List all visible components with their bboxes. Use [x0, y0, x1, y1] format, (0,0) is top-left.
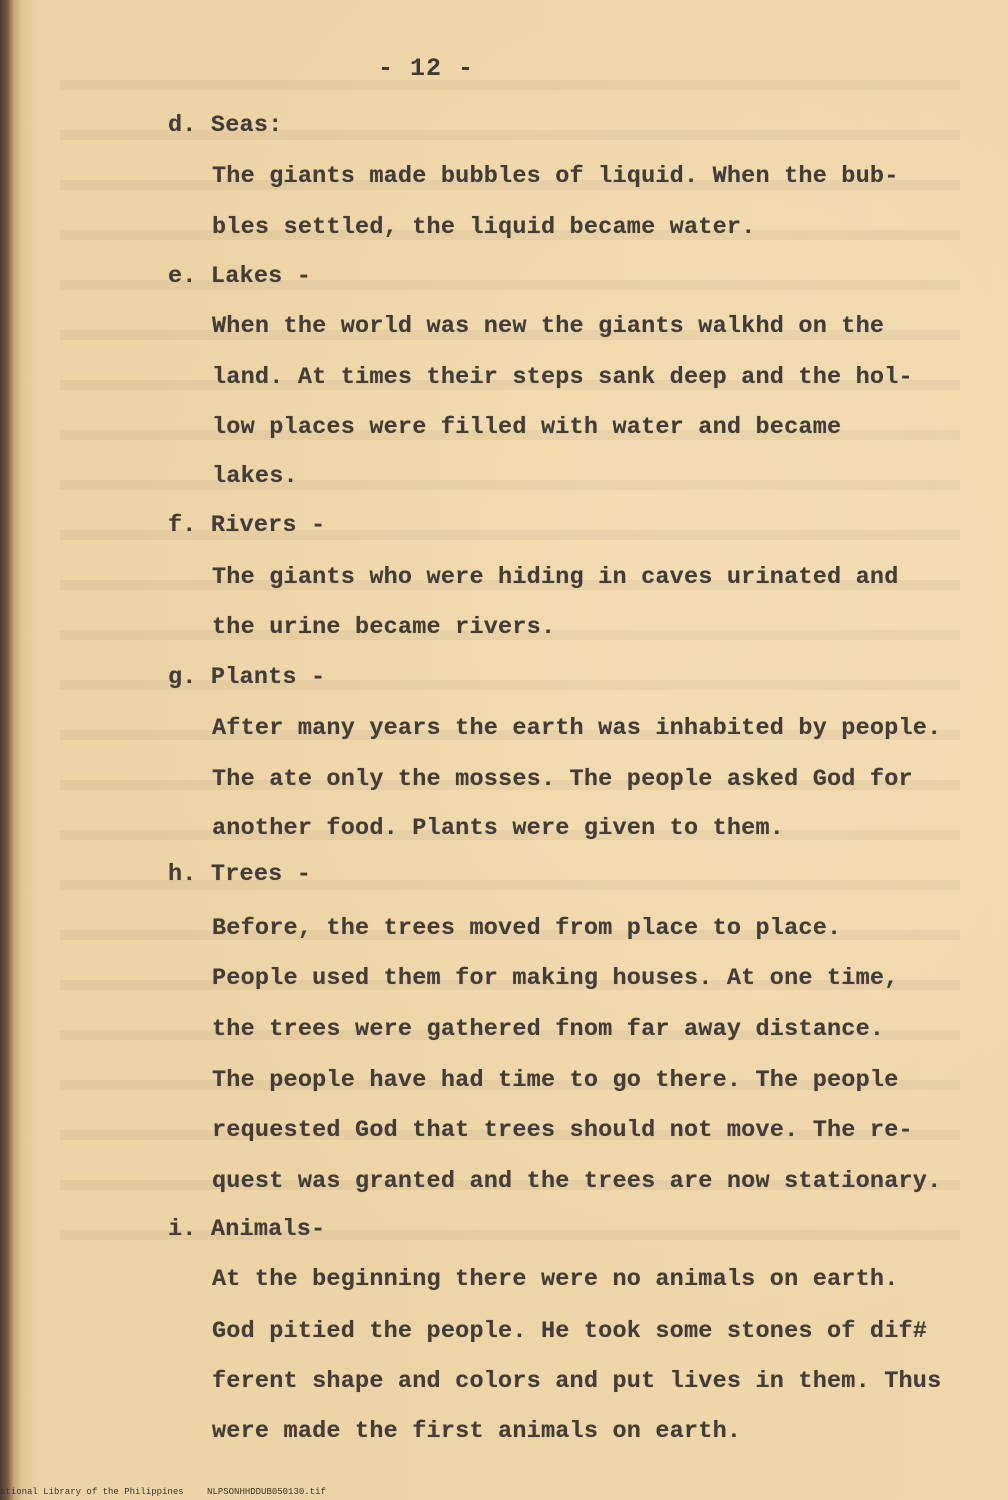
text-line: bles settled, the liquid became water.: [212, 214, 756, 241]
section-heading-plants: g. Plants -: [168, 664, 326, 691]
text-line: another food. Plants were given to them.: [212, 815, 785, 842]
text-line: quest was granted and the trees are now stationary.: [212, 1168, 942, 1195]
section-heading-rivers: f. Rivers -: [168, 512, 326, 539]
text-line: ferent shape and colors and put lives in them. Thus: [212, 1368, 942, 1395]
page-number: - 12 -: [378, 54, 475, 83]
section-heading-animals: i. Animals-: [168, 1216, 326, 1243]
text-line: God pitied the people. He took some stones of dif#: [212, 1318, 928, 1345]
text-line: Before, the trees moved from place to place.: [212, 915, 842, 942]
text-line: low places were filled with water and became: [212, 414, 842, 441]
text-line: At the beginning there were no animals on earth.: [212, 1266, 899, 1293]
text-line: The ate only the mosses. The people asked God for: [212, 766, 913, 793]
text-line: land. At times their steps sank deep and the hol-: [212, 364, 913, 391]
scan-footer: [0, 1487, 344, 1497]
text-line: The people have had time to go there. The people: [212, 1067, 899, 1094]
section-heading-seas: d. Seas:: [168, 112, 283, 139]
text-line: The giants made bubbles of liquid. When the bub-: [212, 163, 899, 190]
text-line: requested God that trees should not move. The re-: [212, 1117, 913, 1144]
text-line: the urine became rivers.: [212, 614, 556, 641]
section-heading-lakes: e. Lakes -: [168, 263, 312, 290]
text-line: After many years the earth was inhabited by people.: [212, 715, 942, 742]
text-line: People used them for making houses. At one time,: [212, 965, 899, 992]
text-line: The giants who were hiding in caves urinated and: [212, 564, 899, 591]
text-line: the trees were gathered fnom far away distance.: [212, 1016, 885, 1043]
text-line: When the world was new the giants walkhd on the: [212, 313, 885, 340]
text-line: lakes.: [212, 463, 298, 490]
section-heading-trees: h. Trees -: [168, 861, 312, 888]
footer-source: ational Library of the Philippines: [0, 1487, 184, 1497]
footer-file: NLPSONHHDDUB050130.tif: [207, 1487, 326, 1497]
text-line: were made the first animals on earth.: [212, 1418, 742, 1445]
